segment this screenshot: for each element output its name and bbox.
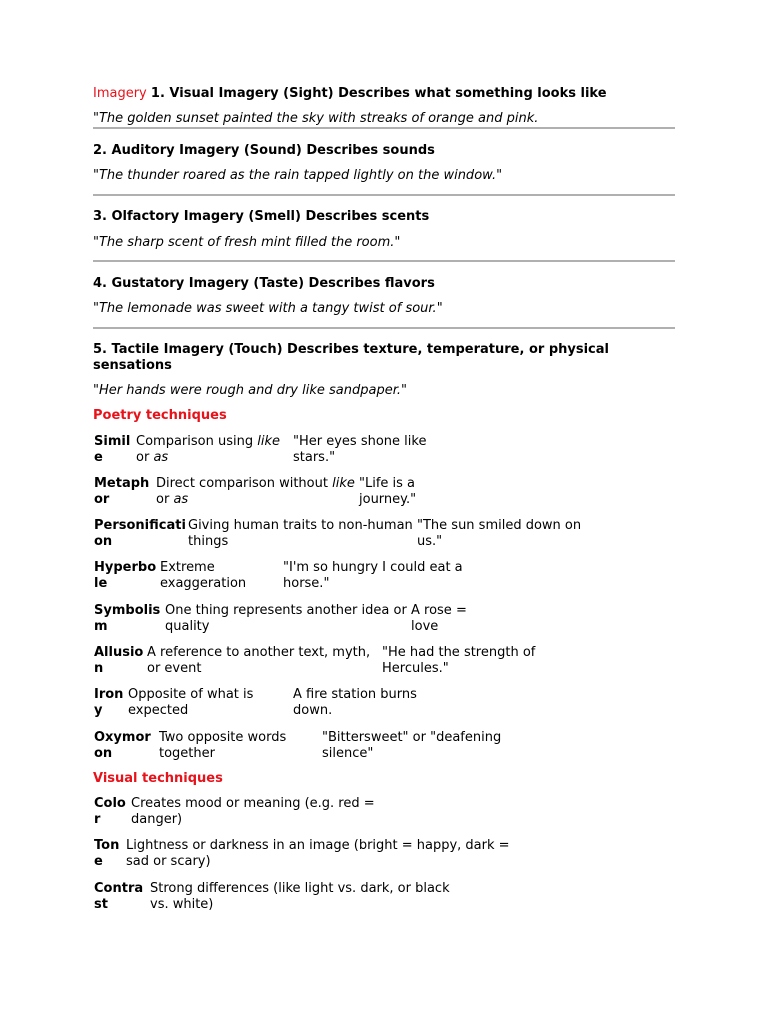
imagery-item-1-quote: "The golden sunset painted the sky with streaks of orange and pink. — [93, 111, 539, 126]
definition: Lightness or darkness in an image (bright = happy, dark = sad or scary) — [126, 838, 510, 869]
divider — [93, 127, 675, 129]
imagery-item-3-title: 3. Olfactory Imagery (Smell) Describes scents — [93, 209, 430, 224]
imagery-item-2-title: 2. Auditory Imagery (Sound) Describes sounds — [93, 143, 435, 158]
example: "Bittersweet" or "deafening silence" — [322, 730, 502, 761]
term: Personificati on — [94, 518, 186, 549]
term: Ton e — [94, 838, 120, 869]
term: Metaph or — [94, 476, 150, 507]
example: "Her eyes shone like stars." — [293, 434, 427, 465]
definition: Giving human traits to non-human things — [188, 518, 413, 549]
term: Colo r — [94, 796, 126, 827]
definition: Opposite of what is expected — [128, 687, 254, 718]
example: "The sun smiled down on us." — [417, 518, 582, 549]
imagery-heading: Imagery — [93, 86, 147, 101]
term: Allusio n — [94, 645, 144, 676]
definition: A reference to another text, myth, or event — [147, 645, 371, 676]
example: "He had the strength of Hercules." — [382, 645, 536, 676]
example: "Life is a journey." — [359, 476, 417, 507]
imagery-item-5-title-line1: 5. Tactile Imagery (Touch) Describes texture, temperature, or physical — [93, 342, 609, 357]
definition: Strong differences (like light vs. dark, or black vs. white) — [150, 881, 450, 912]
example: A rose = love — [411, 603, 467, 634]
imagery-item-title: 1. Visual Imagery (Sight) Describes what something looks like — [150, 86, 607, 101]
term: Hyperbo le — [94, 560, 157, 591]
term: Contra st — [94, 881, 144, 912]
term: Simil e — [94, 434, 131, 465]
imagery-item-4-title: 4. Gustatory Imagery (Taste) Describes flavors — [93, 276, 435, 291]
definition: Extreme exaggeration — [160, 560, 247, 591]
definition: One thing represents another idea or quality — [165, 603, 407, 634]
imagery-item-4-quote: "The lemonade was sweet with a tangy twist of sour." — [93, 301, 443, 316]
definition: Direct comparison without like or as — [156, 476, 355, 507]
divider — [93, 260, 675, 262]
imagery-item-5-title-line2: sensations — [93, 358, 172, 373]
example: "I'm so hungry I could eat a horse." — [283, 560, 463, 591]
divider — [93, 194, 675, 196]
definition: Comparison using like or as — [136, 434, 280, 465]
imagery-item-2-quote: "The thunder roared as the rain tapped lightly on the window." — [93, 168, 503, 183]
term: Oxymor on — [94, 730, 151, 761]
term: Symbolis m — [94, 603, 161, 634]
divider — [93, 327, 675, 329]
imagery-item-1-title — [93, 86, 607, 102]
definition: Two opposite words together — [159, 730, 287, 761]
poetry-heading: Poetry techniques — [93, 408, 227, 423]
term: Iron y — [94, 687, 124, 718]
definition: Creates mood or meaning (e.g. red = danger) — [131, 796, 375, 827]
imagery-item-5-quote: "Her hands were rough and dry like sandpaper." — [93, 383, 407, 398]
imagery-item-3-quote: "The sharp scent of fresh mint filled the room." — [93, 235, 401, 250]
example: A fire station burns down. — [293, 687, 417, 718]
visual-heading: Visual techniques — [93, 771, 223, 786]
